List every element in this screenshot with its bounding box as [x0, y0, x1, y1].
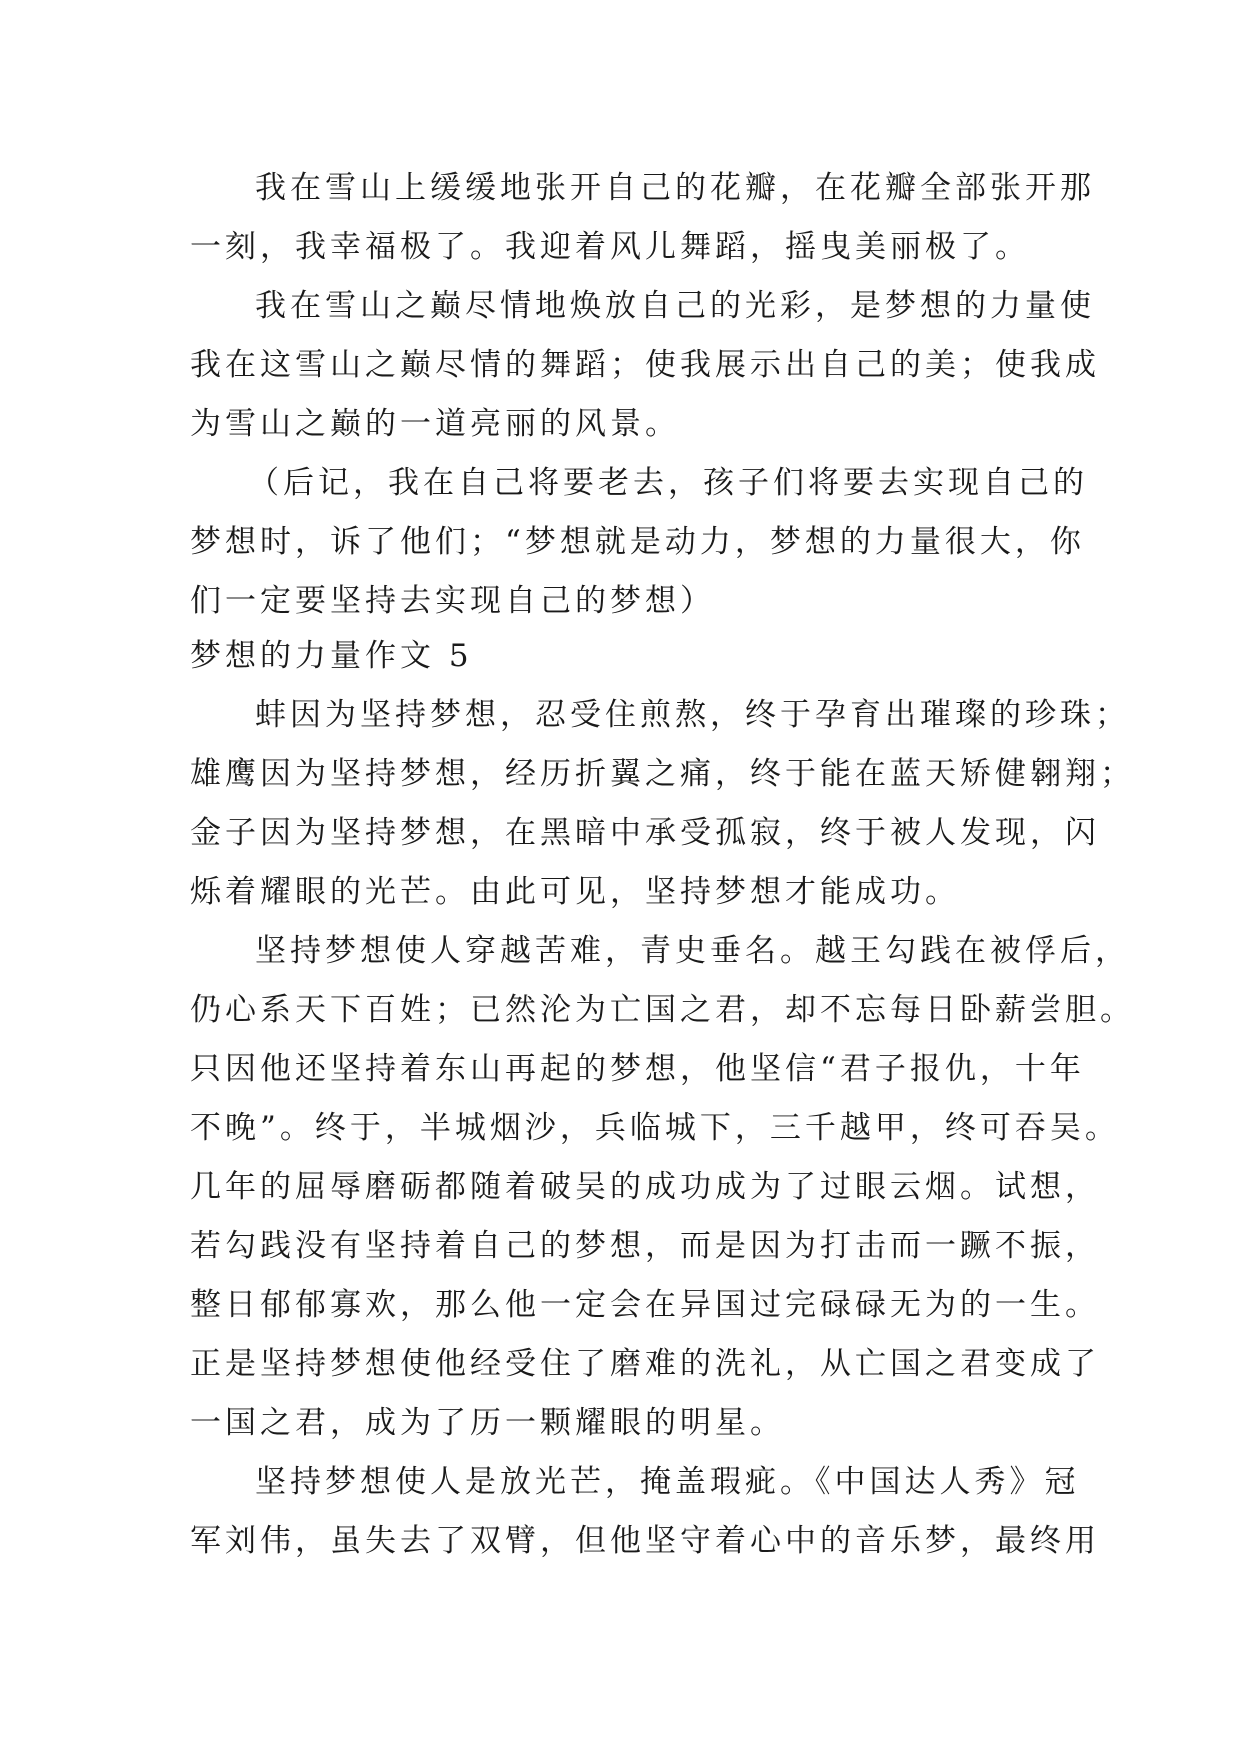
paragraph-line: 梦想时，诉了他们；“梦想就是动力，梦想的力量很大，你: [190, 524, 1085, 560]
paragraph-line: 们一定要坚持去实现自己的梦想）: [190, 583, 715, 619]
paragraph-line: 烁着耀眼的光芒。由此可见，坚持梦想才能成功。: [190, 874, 960, 910]
paragraph-line: 坚持梦想使人穿越苦难，青史垂名。越王勾践在被俘后，: [255, 933, 1130, 969]
paragraph-line: 仍心系天下百姓；已然沦为亡国之君，却不忘每日卧薪尝胆。: [190, 992, 1135, 1028]
paragraph-line: 正是坚持梦想使他经受住了磨难的洗礼，从亡国之君变成了: [190, 1346, 1100, 1382]
paragraph-line: 蚌因为坚持梦想，忍受住煎熬，终于孕育出璀璨的珍珠；: [255, 697, 1130, 733]
paragraph-line: 若勾践没有坚持着自己的梦想，而是因为打击而一蹶不振，: [190, 1228, 1100, 1264]
paragraph-line: 坚持梦想使人是放光芒，掩盖瑕疵。《中国达人秀》冠: [255, 1464, 1080, 1500]
paragraph-line: 不晚”。终于，半城烟沙，兵临城下，三千越甲，终可吞吴。: [190, 1110, 1120, 1146]
paragraph-line: 军刘伟，虽失去了双臂，但他坚守着心中的音乐梦，最终用: [190, 1523, 1100, 1559]
paragraph-line: 我在雪山上缓缓地张开自己的花瓣，在花瓣全部张开那: [255, 170, 1095, 206]
paragraph-line: 我在雪山之巅尽情地焕放自己的光彩，是梦想的力量使: [255, 288, 1095, 324]
paragraph-line: 几年的屈辱磨砺都随着破吴的成功成为了过眼云烟。试想，: [190, 1169, 1100, 1205]
section-heading: 梦想的力量作文 5: [190, 638, 473, 674]
paragraph-line: 我在这雪山之巅尽情的舞蹈；使我展示出自己的美；使我成: [190, 347, 1100, 383]
paragraph-line: 一刻，我幸福极了。我迎着风儿舞蹈，摇曳美丽极了。: [190, 229, 1030, 265]
paragraph-line: 为雪山之巅的一道亮丽的风景。: [190, 406, 680, 442]
paragraph-line: 一国之君，成为了历一颗耀眼的明星。: [190, 1405, 785, 1441]
paragraph-line: 雄鹰因为坚持梦想，经历折翼之痛，终于能在蓝天矫健翱翔；: [190, 756, 1135, 792]
paragraph-line: 整日郁郁寡欢，那么他一定会在异国过完碌碌无为的一生。: [190, 1287, 1100, 1323]
paragraph-line: （后记，我在自己将要老去，孩子们将要去实现自己的: [248, 465, 1088, 501]
paragraph-line: 金子因为坚持梦想，在黑暗中承受孤寂，终于被人发现，闪: [190, 815, 1100, 851]
paragraph-line: 只因他还坚持着东山再起的梦想，他坚信“君子报仇，十年: [190, 1051, 1085, 1087]
